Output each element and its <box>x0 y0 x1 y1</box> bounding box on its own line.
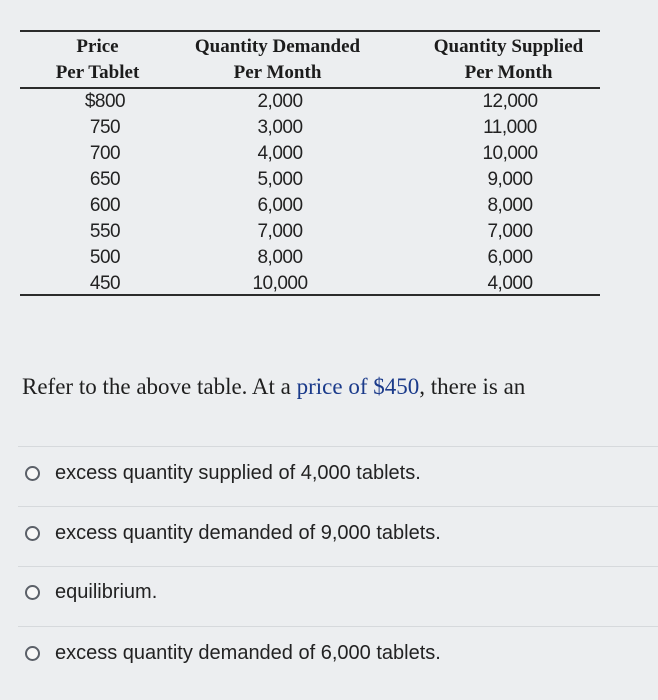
table-row <box>20 89 600 115</box>
price-cell: 450 <box>89 273 121 294</box>
qd-cell: 10,000 <box>252 273 308 294</box>
table-top-rule <box>20 30 600 32</box>
option-label: excess quantity demanded of 9,000 tablets. <box>55 521 441 544</box>
option-label: equilibrium. <box>55 580 158 603</box>
answer-option-3[interactable] <box>25 577 157 607</box>
qd-cell: 7,000 <box>257 221 303 242</box>
table-body <box>20 89 600 297</box>
price-cell: 500 <box>89 247 121 268</box>
option-label: excess quantity supplied of 4,000 tablets. <box>55 461 421 484</box>
qs-cell: 8,000 <box>487 195 533 216</box>
qd-cell: 8,000 <box>257 247 303 268</box>
radio-button-icon[interactable] <box>25 585 40 600</box>
answer-option-1[interactable] <box>25 458 421 488</box>
question-prefix: Refer to the above table. At a <box>22 374 297 399</box>
qd-cell: 5,000 <box>257 169 303 190</box>
price-cell: 750 <box>89 117 121 138</box>
qs-cell: 7,000 <box>487 221 533 242</box>
radio-button-icon[interactable] <box>25 466 40 481</box>
header-qd-line1: Quantity Demanded <box>194 36 361 57</box>
price-cell: 550 <box>89 221 121 242</box>
header-price-line2: Per Tablet <box>55 62 140 83</box>
qs-cell: 9,000 <box>487 169 533 190</box>
price-cell: $800 <box>84 91 126 112</box>
table-row <box>20 141 600 167</box>
price-cell: 600 <box>89 195 121 216</box>
question-highlight: price of $450 <box>296 374 420 399</box>
qs-cell: 10,000 <box>482 143 538 164</box>
table-row <box>20 193 600 219</box>
answer-option-2[interactable] <box>25 518 441 548</box>
header-price-line1: Price <box>76 36 119 57</box>
price-cell: 700 <box>89 143 121 164</box>
table-row <box>20 245 600 271</box>
question-suffix: , there is an <box>419 374 526 399</box>
radio-button-icon[interactable] <box>25 646 40 661</box>
option-label: excess quantity demanded of 6,000 tablets. <box>55 641 441 664</box>
qd-cell: 6,000 <box>257 195 303 216</box>
qd-cell: 4,000 <box>257 143 303 164</box>
divider <box>18 446 658 447</box>
divider <box>18 506 658 507</box>
divider <box>18 626 658 627</box>
table-bottom-rule <box>20 294 600 296</box>
header-qs-line1: Quantity Supplied <box>433 36 584 57</box>
qs-cell: 4,000 <box>487 273 533 294</box>
qd-cell: 3,000 <box>257 117 303 138</box>
table-row <box>20 219 600 245</box>
answer-option-4[interactable] <box>25 638 441 668</box>
table-row <box>20 167 600 193</box>
table-row <box>20 115 600 141</box>
question-text <box>22 374 642 400</box>
header-qs-line2: Per Month <box>464 62 553 83</box>
radio-button-icon[interactable] <box>25 526 40 541</box>
price-cell: 650 <box>89 169 121 190</box>
qs-cell: 6,000 <box>487 247 533 268</box>
header-qd-line2: Per Month <box>233 62 322 83</box>
divider <box>18 566 658 567</box>
header-price <box>20 34 175 86</box>
header-quantity-supplied <box>415 34 602 86</box>
qs-cell: 12,000 <box>482 91 538 112</box>
qs-cell: 11,000 <box>483 117 537 138</box>
header-quantity-demanded <box>175 34 380 86</box>
qd-cell: 2,000 <box>257 91 303 112</box>
